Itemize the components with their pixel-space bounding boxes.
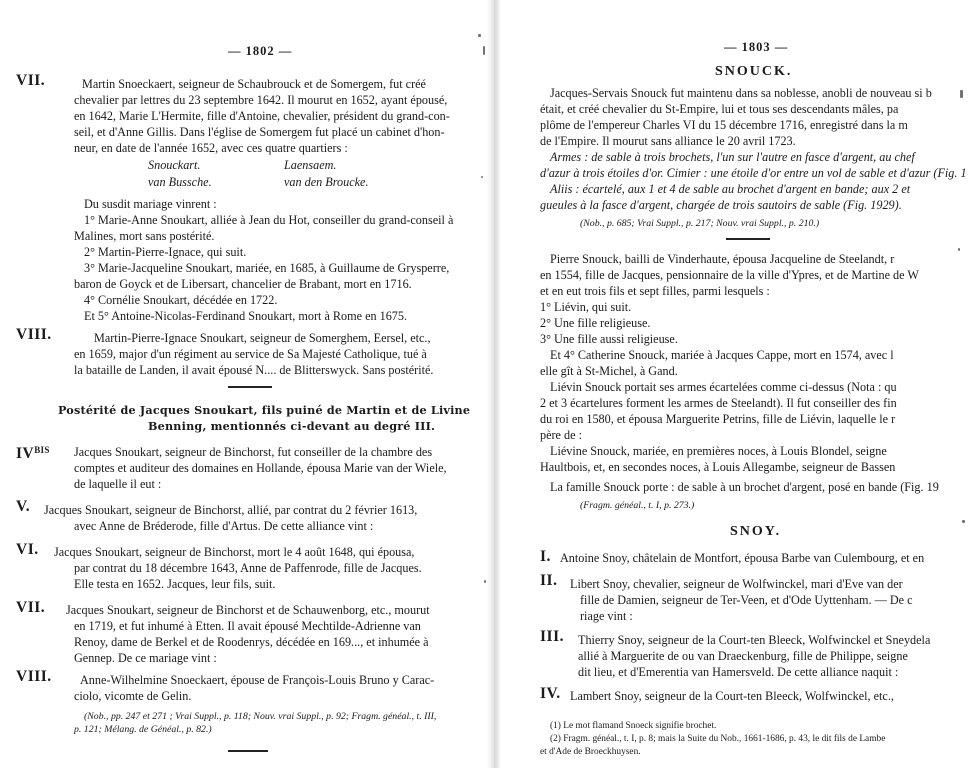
blazon-line: Armes : de sable à trois brochets, l'un sur l'autre en fasce d'argent, au chef [550, 150, 915, 164]
section-heading-snoy: SNOY. [730, 524, 782, 539]
print-speck [960, 90, 963, 98]
text-line: plôme de l'empereur Charles VI du 15 décembre 1716, enregistré dans la m [540, 118, 908, 132]
section-title: Benning, mentionnés ci-devant au degré III. [148, 419, 436, 433]
reference-note: (Nob., p. 685; Vrai Suppl., p. 217; Nouv. vrai Suppl., p. 210.) [580, 218, 820, 229]
quartier-name: Snouckart. [148, 158, 201, 172]
text-line: Libert Snoy, chevalier, seigneur de Wolfwinckel, mari d'Eve van der [570, 577, 903, 591]
text-line: 1° Marie-Anne Snoukart, alliée à Jean du Hot, conseiller du grand-conseil à [84, 213, 454, 227]
footnote: (1) Le mot flamand Snoeck signifie brochet. [550, 721, 717, 731]
section-divider [726, 238, 770, 240]
quartier-name: Laensaem. [284, 158, 337, 172]
roman-numeral-iii: III. [540, 628, 564, 645]
text-line: riage vint : [580, 609, 633, 623]
text-line: 4° Cornélie Snoukart, décédée en 1722. [84, 293, 278, 307]
text-line: Elle testa en 1652. Jacques, leur fils, suit. [74, 577, 276, 591]
roman-numeral-viii: VIII. [16, 326, 52, 343]
text-line: avec Anne de Bréderode, fille d'Artus. De cette alliance vint : [74, 519, 374, 533]
text-line: Antoine Snoy, châtelain de Montfort, épousa Barbe van Culembourg, et en [560, 551, 925, 565]
quartier-name: van Bussche. [148, 175, 212, 189]
text-line: 3° Marie-Jacqueline Snoukart, mariée, en 1685, à Guillaume de Grysperre, [84, 261, 450, 275]
blazon-line: gueules à la fasce d'argent, chargée de trois sautoirs de sable (Fig. 1929). [540, 198, 902, 212]
text-line: Jacques Snoukart, seigneur de Binchorst, mort le 4 août 1648, qui épousa, [54, 545, 415, 559]
text-line: Jacques Snoukart, seigneur de Binchorst et de Schauwenborg, etc., mourut [66, 603, 430, 617]
section-divider [228, 386, 272, 388]
footnote: et d'Ade de Broeckhuysen. [540, 747, 641, 757]
text-line: Jacques-Servais Snouck fut maintenu dans sa noblesse, anobli de nouveau si b [550, 86, 932, 100]
text-line: Renoy, dame de Berkel et de Roodenrys, décédée en 169..., et inhumée à [74, 635, 429, 649]
page-end-rule [228, 750, 268, 752]
text-line: par contrat du 18 décembre 1643, Anne de Paffenrode, fille de Jacques. [74, 561, 422, 575]
blazon-line: d'azur à trois étoiles d'or. Cimier : une étoile d'or entre un vol de sable et d'azur (Fig. 1 [540, 166, 967, 180]
roman-numeral-vii: VII. [16, 72, 46, 89]
section-heading-snouck: SNOUCK. [715, 64, 793, 79]
text-line: Haultbois, et, en secondes noces, à Louis Allegambe, seigneur de Bassen [540, 460, 896, 474]
text-line: Et 5° Antoine-Nicolas-Ferdinand Snoukart, mort à Rome en 1675. [84, 309, 408, 323]
text-line: seil, et d'Anne Gillis. Dans l'église de Somergem fut placé un cabinet d'hon- [74, 125, 445, 139]
text-line: la bataille de Landen, il avait épousé N.... de Blitterswyck. Sans postérité. [74, 363, 434, 377]
quartier-name: van den Broucke. [284, 175, 369, 189]
left-page-number: — 1802 — [228, 44, 293, 58]
text-line: du roi en 1580, et épousa Marguerite Petrins, fille de Liévin, laquelle le r [540, 412, 896, 426]
text-line: Lambert Snoy, seigneur de la Court-ten Bleeck, Wolfwinckel, etc., [570, 689, 894, 703]
text-line: de laquelle il eut : [74, 477, 162, 491]
text-line: Jacques Snoukart, seigneur de Binchorst, fut conseiller de la chambre des [74, 445, 433, 459]
text-line: comptes et auditeur des domaines en Hollande, épousa Marie van der Wiele, [74, 461, 447, 475]
text-line: de l'Empire. Il mourut sans alliance le 20 avril 1723. [540, 134, 796, 148]
text-line: Du susdit mariage vinrent : [84, 197, 217, 211]
text-line: Malines, mort sans postérité. [74, 229, 215, 243]
text-line: père de : [540, 428, 582, 442]
text-line: elle gît à St-Michel, à Gand. [540, 364, 678, 378]
text-line: ciolo, vicomte de Gelin. [74, 689, 192, 703]
text-line: était, et créé chevalier du St-Empire, lui et tous ses descendants mâles, pa [540, 102, 899, 116]
section-title: Postérité de Jacques Snoukart, fils puiné de Martin et de Livine [58, 403, 471, 417]
text-line: Thierry Snoy, seigneur de la Court-ten Bleeck, Wolfwinckel et Sneydela [578, 633, 931, 647]
reference-note: p. 121; Mélang. de Généal., p. 82.) [74, 724, 212, 735]
text-line: Jacques Snoukart, seigneur de Binchorst, allié, par contrat du 2 février 1613, [44, 503, 418, 517]
roman-numeral-vi: VI. [16, 541, 39, 558]
print-speck [962, 520, 965, 523]
text-line: allié à Marguerite de ou van Draeckenburg, fille de Philippe, seigne [578, 649, 908, 663]
text-line: baron de Goyck et de Libersart, chancelier de Brabant, mort en 1716. [74, 277, 412, 291]
text-line: en 1554, fille de Jacques, pensionnaire de la ville d'Ypres, et de Martine de W [540, 268, 919, 282]
text-line: en 1642, Marie L'Hermite, fille d'Antoine, chevalier, président du grand-con- [74, 109, 450, 123]
footnote: (2) Fragm. généal., t. I, p. 8; mais la Suite du Nob., 1661-1686, p. 43, le dit fils de Lambe [550, 734, 886, 744]
right-page-number: — 1803 — [724, 40, 789, 54]
text-line: 1° Liévin, qui suit. [540, 300, 632, 314]
text-line: en 1719, et fut inhumé à Etten. Il avait épousé Mechtilde-Adrienne van [74, 619, 421, 633]
text-line: Liévine Snouck, mariée, en premières noces, à Louis Blondel, seigne [550, 444, 887, 458]
print-speck [484, 580, 486, 583]
text-line: fille de Damien, seigneur de Ter-Veen, et d'Ode Uyttenham. — De c [580, 593, 913, 607]
text-line: La famille Snouck porte : de sable à un brochet d'argent, posé en bande (Fig. 19 [550, 480, 939, 494]
text-line: Et 4° Catherine Snouck, mariée à Jacques Cappe, mort en 1574, avec l [550, 348, 894, 362]
text-line: Pierre Snouck, bailli de Vinderhaute, épousa Jacqueline de Steelandt, r [550, 252, 895, 266]
print-speck [481, 176, 483, 178]
print-speck [483, 46, 485, 55]
print-speck [478, 34, 481, 37]
text-line: Liévin Snouck portait ses armes écartelées comme ci-dessus (Nota : qu [550, 380, 897, 394]
text-line: en 1659, major d'un régiment au service de Sa Majesté Catholique, tué à [74, 347, 427, 361]
roman-numeral-iv: IV [16, 445, 35, 463]
blazon-line: Aliis : écartelé, aux 1 et 4 de sable au brochet d'argent en bande; aux 2 et [550, 182, 911, 196]
reference-note: (Nob., pp. 247 et 271 ; Vrai Suppl., p. 118; Nouv. vrai Suppl., p. 92; Fragm. généal., t. III, [84, 711, 437, 722]
text-line: Anne-Wilhelmine Snoeckaert, épouse de François-Louis Bruno y Carac- [80, 673, 435, 687]
text-line: 2° Une fille religieuse. [540, 316, 651, 330]
roman-numeral-iv: IV. [540, 685, 561, 702]
roman-numeral-bis: BIS [34, 445, 50, 455]
roman-numeral-viii: VIII. [16, 668, 52, 685]
right-page [494, 0, 968, 768]
text-line: neur, en date de l'année 1652, avec ces quatre quartiers : [74, 141, 348, 155]
text-line: 2 et 3 écartelures forment les armes de Steelandt). Il fut conseiller des fin [540, 396, 897, 410]
text-line: Gennep. De ce mariage vint : [74, 651, 217, 665]
roman-numeral-v: V. [16, 498, 31, 515]
text-line: et en eut trois fils et sept filles, parmi lesquels : [540, 284, 770, 298]
print-speck [958, 248, 960, 251]
text-line: 3° Une fille aussi religieuse. [540, 332, 678, 346]
roman-numeral-ii: II. [540, 572, 558, 589]
text-line: Martin-Pierre-Ignace Snoukart, seigneur de Somerghem, Eersel, etc., [94, 331, 431, 345]
text-line: Martin Snoeckaert, seigneur de Schaubrouck et de Somergem, fut créé [82, 77, 426, 91]
roman-numeral-i: I. [540, 548, 551, 565]
reference-note: (Fragm. généal., t. I, p. 273.) [580, 500, 695, 511]
roman-numeral-vii: VII. [16, 599, 46, 616]
text-line: chevalier par lettres du 23 septembre 1642. Il mourut en 1652, ayant épousé, [74, 93, 448, 107]
text-line: dit lieu, et d'Emerentia van Hamersveld. De cette alliance naquit : [578, 665, 899, 679]
text-line: 2° Martin-Pierre-Ignace, qui suit. [84, 245, 247, 259]
